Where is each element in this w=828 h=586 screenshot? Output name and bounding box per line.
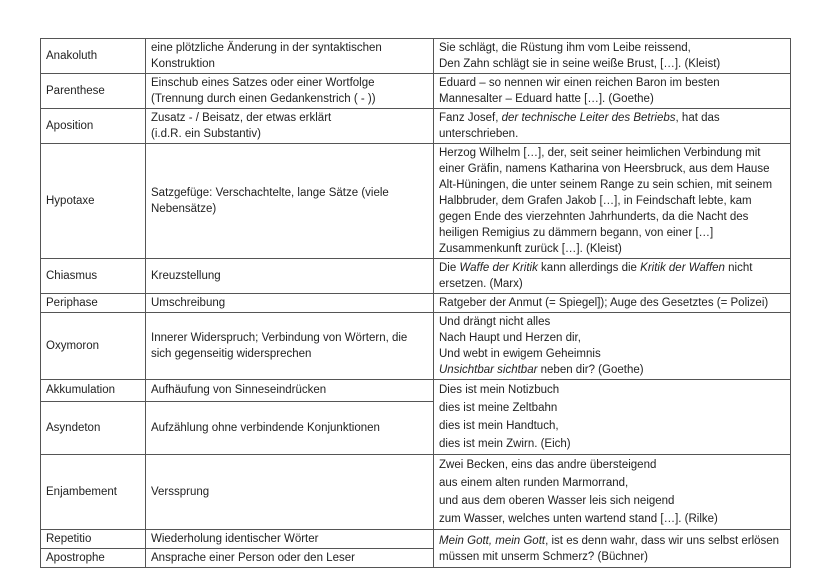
table-row-repetitio xyxy=(41,530,791,549)
definition-cell xyxy=(146,39,434,74)
text-run: Herzog Wilhelm […], der, seit seiner heimlichen Verbindung mit xyxy=(439,147,761,159)
definition-cell xyxy=(146,313,434,380)
definition-cell: Aufhäufung von Sinneseindrücken xyxy=(146,380,434,402)
example-cell xyxy=(434,259,791,294)
text-run: , ist es denn wahr, dass wir uns selbst erlösen xyxy=(545,534,780,547)
definition-line: Innerer Widerspruch; Verbindung von Wörtern, die xyxy=(151,332,408,344)
definition-line: Einschub eines Satzes oder einer Wortfolge xyxy=(151,77,375,89)
example-cell-shared-eich xyxy=(434,380,791,455)
definition-cell xyxy=(146,109,434,144)
example-line xyxy=(439,362,785,378)
example-cell xyxy=(434,144,791,259)
table-row-periphase xyxy=(41,294,791,313)
example-line xyxy=(439,533,785,549)
italic-text: Kritik der Waffen xyxy=(640,262,725,274)
example-line xyxy=(439,549,785,565)
text-run: Die xyxy=(439,262,460,274)
definition-cell xyxy=(146,294,434,313)
table-row-oxymoron xyxy=(41,313,791,380)
example-line xyxy=(439,110,785,126)
term-cell: Chiasmus xyxy=(41,259,146,294)
definition-line: (i.d.R. ein Substantiv) xyxy=(151,128,261,140)
example-line xyxy=(439,75,785,91)
definition-line: Kreuzstellung xyxy=(151,270,221,282)
example-line: Zwei Becken, eins das andre übersteigend xyxy=(439,459,657,471)
example-line xyxy=(439,177,785,193)
text-run: Mannesalter – Eduard hatte […]. (Goethe) xyxy=(439,93,654,105)
example-line xyxy=(439,56,785,72)
text-run: Ratgeber der Anmut (= Spiegel]); Auge des Gesetztes (= Polizei) xyxy=(439,297,769,309)
text-run: Den Zahn schlägt sie in seine weiße Brust, […]. (Kleist) xyxy=(439,58,721,70)
definition-line: sich gegenseitig widersprechen xyxy=(151,348,312,360)
term-cell: Repetitio xyxy=(41,530,146,549)
italic-text: Mein Gott, mein Gott xyxy=(439,534,546,547)
example-cell xyxy=(434,74,791,109)
text-run: müssen mit unserm Schmerz? (Büchner) xyxy=(439,550,648,563)
example-line xyxy=(439,126,785,142)
example-line xyxy=(439,346,785,362)
definition-line: Konstruktion xyxy=(151,58,215,70)
text-run: Nach Haupt und Herzen dir, xyxy=(439,332,581,344)
term-cell: Enjambement xyxy=(41,455,146,530)
text-run: neben dir? (Goethe) xyxy=(537,364,644,376)
text-run: kann allerdings die xyxy=(537,262,641,274)
text-run: Und webt in ewigem Geheimnis xyxy=(439,348,601,360)
table-row-parenthese xyxy=(41,74,791,109)
definition-cell xyxy=(146,74,434,109)
rhetorical-figures-table xyxy=(40,38,791,568)
example-line xyxy=(439,40,785,56)
example-line xyxy=(439,193,785,209)
example-line: dies ist mein Handtuch, xyxy=(439,420,559,432)
definition-line: Satzgefüge: Verschachtelte, lange Sätze (viele xyxy=(151,187,389,199)
example-line: dies ist meine Zeltbahn xyxy=(439,402,558,414)
table-body xyxy=(41,39,791,568)
example-line: und aus dem oberen Wasser leis sich neigend xyxy=(439,495,675,507)
term-cell: Hypotaxe xyxy=(41,144,146,259)
definition-cell xyxy=(146,259,434,294)
example-cell xyxy=(434,294,791,313)
example-line: zum Wasser, welches unten wartend stand […]. (Rilke) xyxy=(439,513,718,525)
term-cell: Apostrophe xyxy=(41,549,146,568)
text-run: , hat das xyxy=(675,112,720,124)
term-cell: Parenthese xyxy=(41,74,146,109)
text-run: Sie schlägt, die Rüstung ihm vom Leibe reissend, xyxy=(439,42,691,54)
table-row-aposition xyxy=(41,109,791,144)
table-row-akkumulation xyxy=(41,380,791,402)
term-cell: Akkumulation xyxy=(41,380,146,402)
example-line xyxy=(439,295,785,311)
italic-text: der technische Leiter des Betriebs xyxy=(501,112,676,124)
example-line: dies ist mein Zwirn. (Eich) xyxy=(439,438,571,450)
text-run: heiligen Remigius zu dämmern begann, von einer […] xyxy=(439,227,714,239)
term-cell: Asyndeton xyxy=(41,401,146,454)
example-line xyxy=(439,225,785,241)
example-line: Dies ist mein Notizbuch xyxy=(439,384,560,396)
example-line xyxy=(439,161,785,177)
definition-line: Nebensätze) xyxy=(151,203,217,215)
example-line xyxy=(439,241,785,257)
table-row-chiasmus xyxy=(41,259,791,294)
italic-text: Unsichtbar sichtbar xyxy=(439,364,538,376)
text-run: Und drängt nicht alles xyxy=(439,316,551,328)
definition-cell: Ansprache einer Person oder den Leser xyxy=(146,549,434,568)
text-run: unterschrieben. xyxy=(439,128,519,140)
definition-line: eine plötzliche Änderung in der syntaktischen xyxy=(151,42,382,54)
table-row-hypotaxe xyxy=(41,144,791,259)
text-run: Halbbruder, dem Grafen Jakob […], in Feindschaft lebte, kam xyxy=(439,195,752,207)
example-cell xyxy=(434,39,791,74)
definition-cell: Aufzählung ohne verbindende Konjunktionen xyxy=(146,401,434,454)
example-line xyxy=(439,209,785,225)
example-cell xyxy=(434,313,791,380)
definition-line: Umschreibung xyxy=(151,297,226,309)
text-run: gegen Ende des vierzehnten Jahrhunderts, da die Nacht des xyxy=(439,211,749,223)
example-cell xyxy=(434,109,791,144)
text-run: nicht xyxy=(724,262,753,274)
definition-cell xyxy=(146,144,434,259)
example-line: aus einem alten runden Marmorrand, xyxy=(439,477,629,489)
table-row-anakoluth xyxy=(41,39,791,74)
term-cell: Anakoluth xyxy=(41,39,146,74)
text-run: Eduard – so nennen wir einen reichen Baron im besten xyxy=(439,77,720,89)
term-cell: Oxymoron xyxy=(41,313,146,380)
example-line xyxy=(439,91,785,107)
example-line xyxy=(439,276,785,292)
text-run: Alt-Hüningen, die unter seinem Range zu sein schien, mit seinem xyxy=(439,179,773,191)
text-run: einer Gräfin, namens Katharina von Heersbruck, aus dem Hause xyxy=(439,163,770,175)
table-row-enjambement xyxy=(41,455,791,530)
definition-cell: Verssprung xyxy=(146,455,434,530)
term-cell: Aposition xyxy=(41,109,146,144)
example-cell xyxy=(434,455,791,530)
text-run: ersetzen. (Marx) xyxy=(439,278,523,290)
example-line xyxy=(439,314,785,330)
example-line xyxy=(439,260,785,276)
italic-text: Waffe der Kritik xyxy=(459,262,538,274)
text-run: Zusammenkunft zurück […]. (Kleist) xyxy=(439,243,622,255)
example-line xyxy=(439,330,785,346)
text-run: Fanz Josef, xyxy=(439,112,502,124)
example-line xyxy=(439,145,785,161)
definition-line: Zusatz - / Beisatz, der etwas erklärt xyxy=(151,112,332,124)
example-cell-shared-buechner xyxy=(434,530,791,568)
definition-cell: Wiederholung identischer Wörter xyxy=(146,530,434,549)
term-cell: Periphase xyxy=(41,294,146,313)
definition-line: (Trennung durch einen Gedankenstrich ( - )) xyxy=(151,93,376,105)
